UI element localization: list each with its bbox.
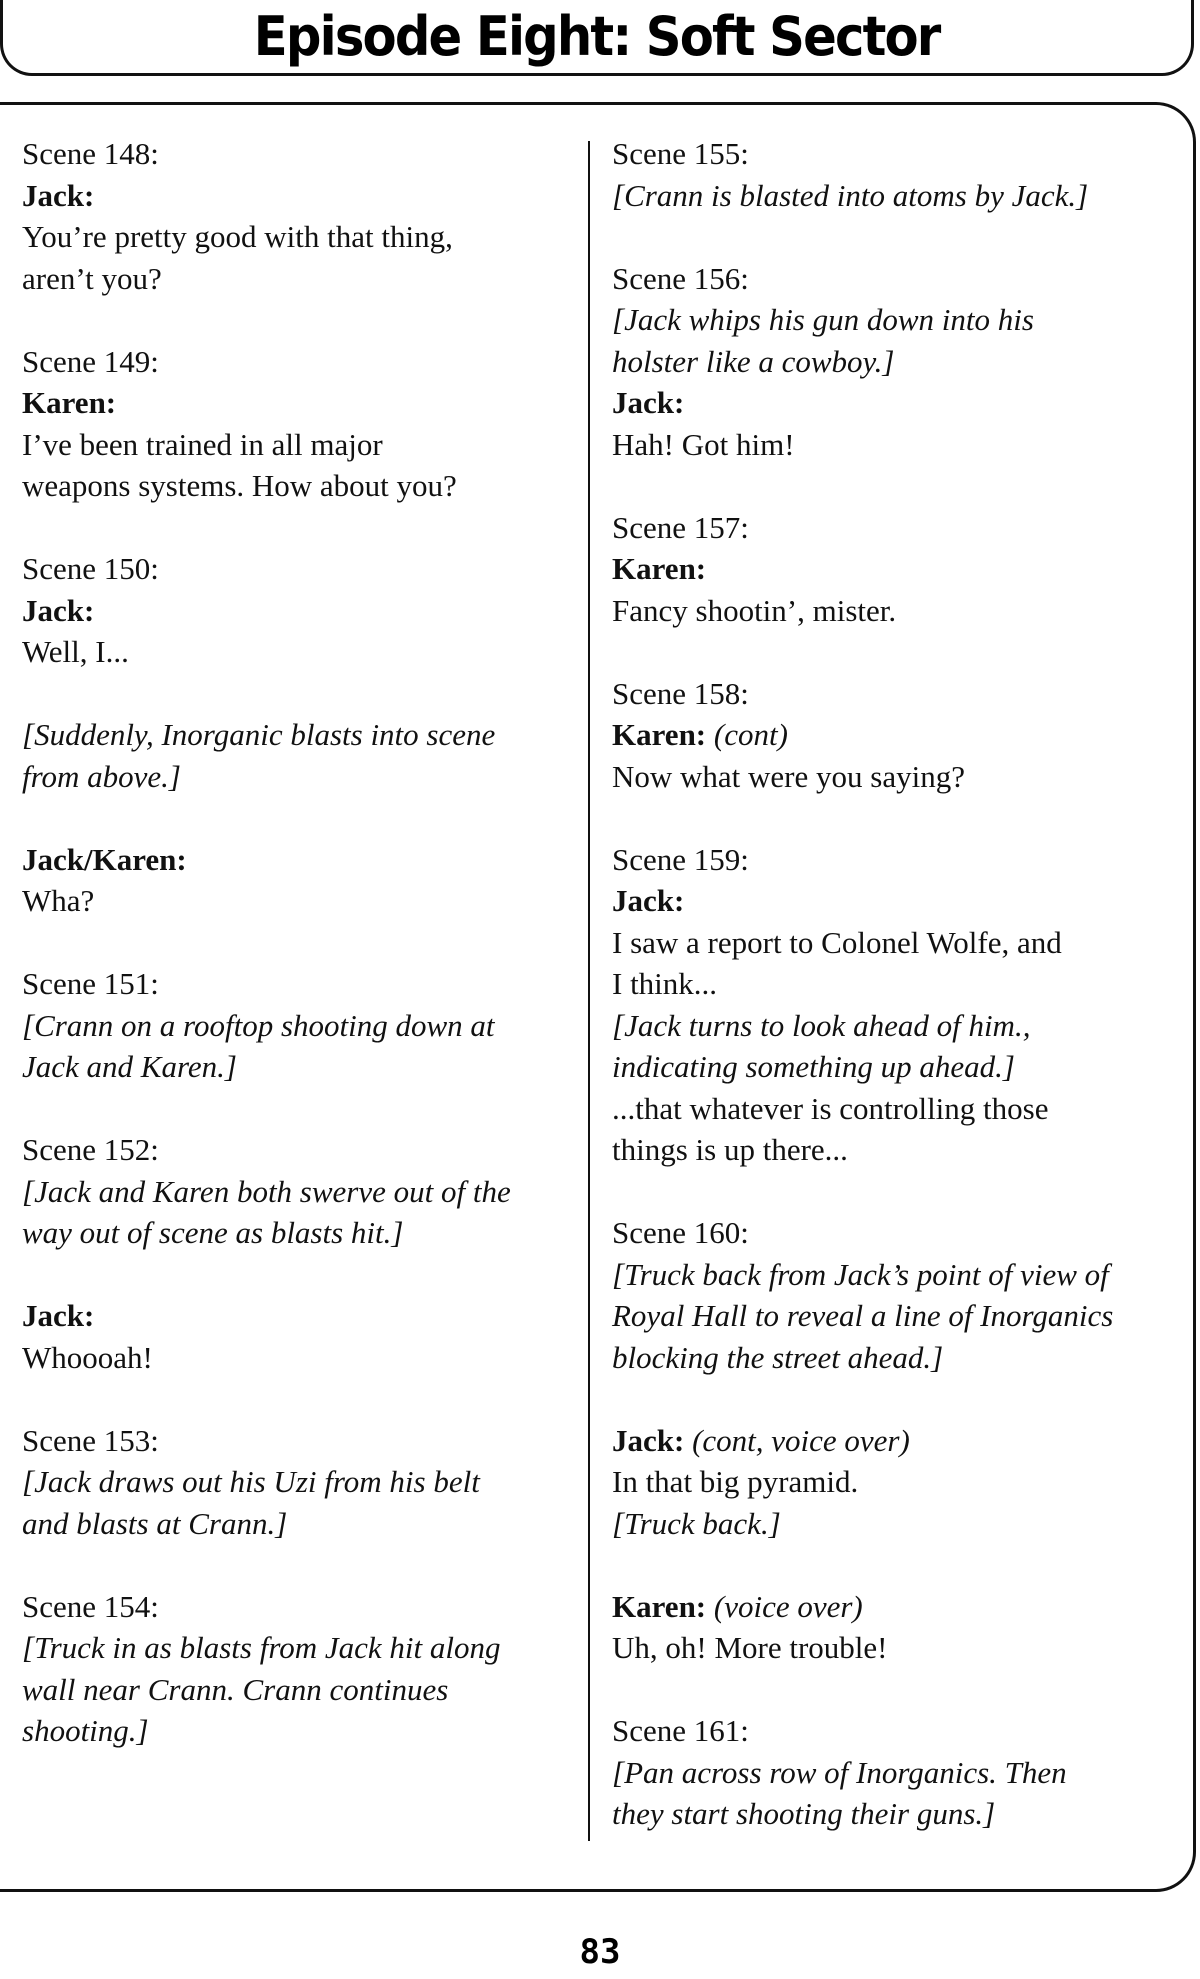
dialogue-line: I think... [612,966,718,1001]
scene-block [612,258,1182,466]
stage-direction: Jack and Karen.] [22,1049,237,1084]
dialogue-line: Well, I... [22,634,129,669]
dialogue-line: Whoooah! [22,1339,153,1375]
stage-direction: [Suddenly, Inorganic blasts into scene [22,717,496,752]
dialogue-line: I saw a report to Colonel Wolfe, and [612,924,1062,960]
right-column [612,133,1182,1876]
dialogue-line: Now what were you saying? [612,758,965,794]
stage-direction: [Jack whips his gun down into his [612,302,1034,337]
stage-direction: [Pan across row of Inorganics. Then [612,1754,1067,1790]
dialogue-line: In that big pyramid. [612,1464,859,1499]
scene-heading: Scene 155: [612,136,749,171]
scene-block [612,507,1182,632]
dialogue-line: I’ve been trained in all major [22,426,383,462]
scene-block [22,1586,582,1752]
scene-heading: Scene 153: [22,1422,159,1458]
scene-heading: Scene 156: [612,260,749,296]
scene-heading: Scene 154: [22,1588,159,1624]
stage-direction: [Truck back from Jack’s point of view of [612,1256,1109,1292]
stage-direction: [Truck in as blasts from Jack hit along [22,1630,501,1665]
dialogue-line: weapons systems. How about you? [22,468,457,503]
stage-direction: from above.] [22,758,181,794]
scene-heading: Scene 158: [612,675,749,711]
dialogue-line: You’re pretty good with that thing, [22,219,453,254]
speaker-name: Jack: [612,385,685,420]
scene-block [612,1586,1182,1669]
speaker-name: Karen: [612,1588,707,1624]
scene-block [612,1420,1182,1545]
scene-block [612,839,1182,1171]
dialogue-line: ...that whatever is controlling those [612,1090,1049,1126]
dialogue-line: aren’t you? [22,260,162,296]
scene-block [612,1212,1182,1378]
scene-heading: Scene 160: [612,1215,749,1250]
left-column [22,133,582,1793]
scene-block [22,839,582,922]
page-number: 83 [579,1932,621,1972]
dialogue-line: Hah! Got him! [612,426,795,462]
script-panel [0,102,1196,1892]
scene-block [22,341,582,507]
stage-direction: holster like a cowboy.] [612,343,895,379]
speaker-name: Jack: [612,1422,685,1458]
scene-heading: Scene 149: [22,343,159,379]
stage-direction: way out of scene as blasts hit.] [22,1215,404,1250]
dialogue-line: Uh, oh! More trouble! [612,1630,888,1665]
scene-block [22,714,582,797]
dialogue-line: things is up there... [612,1132,848,1167]
speaker-name: Karen: [22,385,117,420]
speaker-name: Karen: [612,551,707,586]
stage-direction: [Jack turns to look ahead of him., [612,1007,1031,1043]
scene-block [22,963,582,1088]
stage-direction: wall near Crann. Crann continues [22,1671,449,1707]
speaker-name: Jack: [22,1298,95,1333]
parenthetical: (cont) [713,717,788,752]
scene-block [22,133,582,299]
stage-direction: indicating something up ahead.] [612,1049,1015,1084]
stage-direction: shooting.] [22,1713,149,1748]
dialogue-line: Wha? [22,883,95,918]
stage-direction: Royal Hall to reveal a line of Inorganics [612,1298,1114,1333]
column-divider [588,141,590,1841]
scene-heading: Scene 152: [22,1132,159,1167]
scene-heading: Scene 161: [612,1713,749,1748]
scene-block [612,673,1182,798]
stage-direction: [Crann is blasted into atoms by Jack.] [612,177,1089,213]
stage-direction: they start shooting their guns.] [612,1796,996,1831]
parenthetical: (voice over) [713,1588,863,1624]
stage-direction: and blasts at Crann.] [22,1505,288,1541]
scene-block [612,1710,1182,1835]
scene-heading: Scene 159: [612,841,749,877]
scene-heading: Scene 157: [612,509,749,545]
scene-heading: Scene 151: [22,966,159,1001]
page-title: Episode Eight: Soft Sector [254,5,940,68]
parenthetical: (cont, voice over) [692,1422,910,1458]
scene-heading: Scene 150: [22,551,159,586]
speaker-name: Karen: [612,717,707,752]
stage-direction: [Crann on a rooftop shooting down at [22,1007,495,1043]
stage-direction: [Jack and Karen both swerve out of the [22,1173,511,1209]
speaker-name: Jack: [612,883,685,918]
scene-block [22,548,582,673]
scene-block [612,133,1182,216]
speaker-name: Jack/Karen: [22,841,187,877]
title-bar [0,0,1194,76]
scene-block [22,1129,582,1254]
stage-direction: [Truck back.] [612,1505,781,1541]
scene-heading: Scene 148: [22,136,159,171]
stage-direction: [Jack draws out his Uzi from his belt [22,1464,480,1499]
speaker-name: Jack: [22,177,95,213]
scene-block [22,1420,582,1545]
speaker-name: Jack: [22,592,95,628]
dialogue-line: Fancy shootin’, mister. [612,592,897,628]
scene-block [22,1295,582,1378]
stage-direction: blocking the street ahead.] [612,1339,944,1375]
